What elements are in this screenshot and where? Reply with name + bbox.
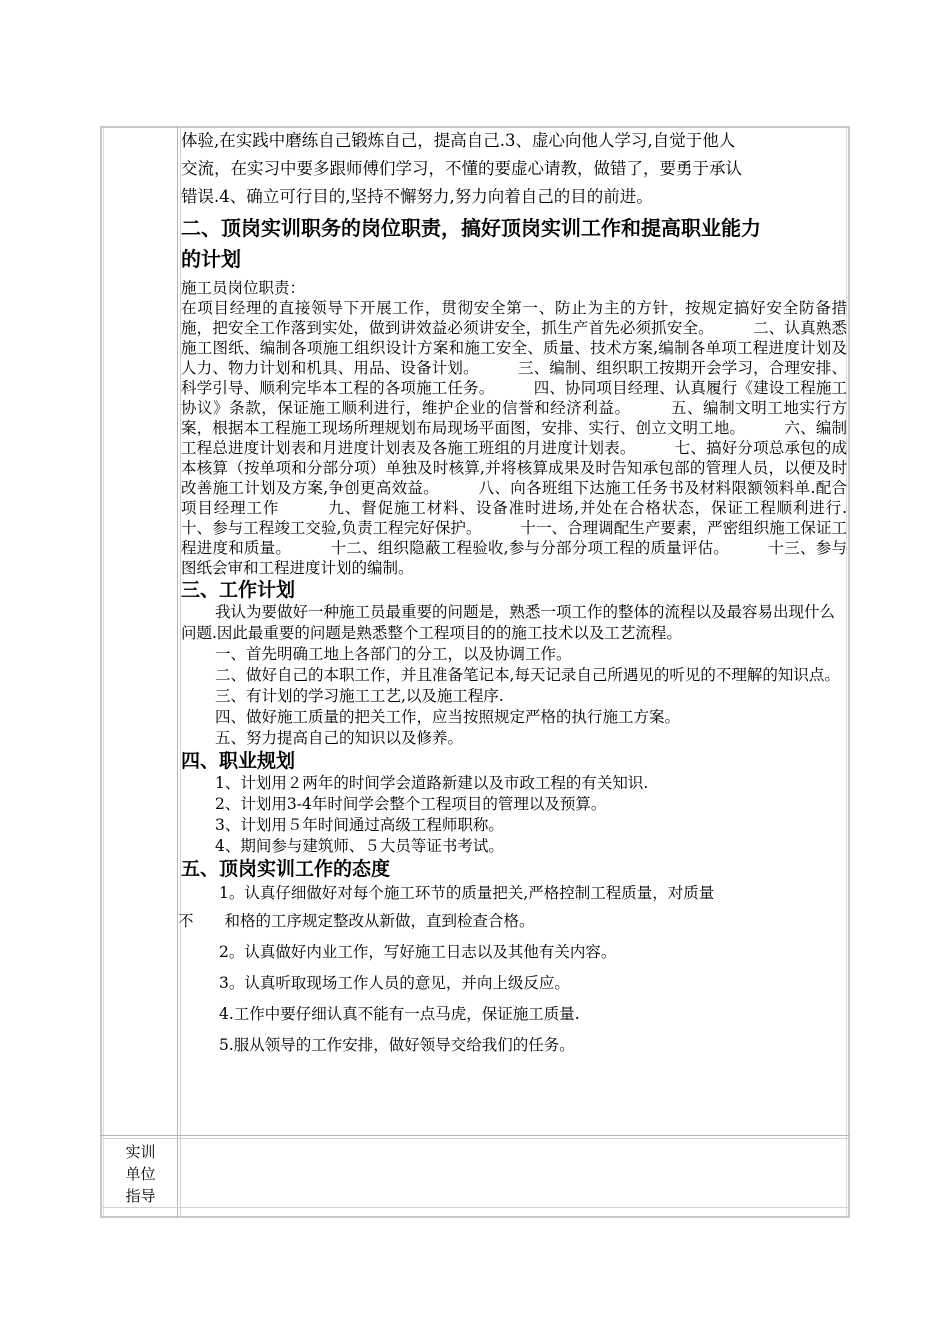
- row-divider: [100, 1138, 850, 1139]
- row-label-line: 单位: [125, 1165, 156, 1183]
- column-divider: [177, 126, 178, 1218]
- section2-body: 在项目经理的直接领导下开展工作，贯彻安全第一、防止为主的方针，按规定搞好安全防备措施，把安全工作落到实处，做到讲效益必须讲安全，抓生产首先必须抓安全。 二、认真熟悉施工图纸、编制各项施工组织设计方案和施工安全、质量、技术方案,编制各单项工程进度计划及人力、物力计划和机具、用品、设备计划。 三、编制、组织职工按期开会学习，合理安排、科学引导、顺利完毕本工程的各项施工任务。 四、协同项目经理、认真履行《建设工程施工协议》条款，保证施工顺利进行，维护企业的信誉和经济利益。 五、编制文明工地实行方案，根据本工程施工现场所理规划布局现场平面图，安排、实行、创立文明工地。 六、编制工程总进度计划表和月进度计划表及各施工班组的月进度计划表。 七、搞好分项总承包的成本核算（按单项和分部分项）单独及时核算,并将核算成果及时告知承包部的管理人员，以便及时改善施工计划及方案,争创更高效益。 八、向各班组下达施工任务书及材料限额领料单.配合项目经理工作 九、督促施工材料、设备准时进场,并处在合格状态，保证工程顺利进行. 十、参与工程竣工交验,负责工程完好保护。 十一、合理调配生产要素，严密组织施工保证工程进度和质量。 十二、组织隐蔽工程验收,参与分部分项工程的质量评估。 十三、参与图纸会审和工程进度计划的编制。: [181, 299, 894, 577]
- intro-line: 交流，在实习中要多跟师傅们学习，不懂的要虚心请教，做错了，要勇于承认: [181, 159, 742, 178]
- row-label-line: 指导: [125, 1187, 156, 1205]
- section3-heading: 三、工作计划: [181, 579, 296, 601]
- section4-heading: 四、职业规划: [181, 750, 296, 772]
- list-item: 2、计划用3-4年时间学会整个工程项目的管理以及预算。: [215, 795, 607, 813]
- section2-heading: 二、顶岗实训职务的岗位职责，搞好顶岗实训工作和提高职业能力: [181, 216, 761, 240]
- table-border: [103, 128, 104, 1216]
- list-item-continuation: 不 和格的工序规定整改从新做，直到检查合格。: [178, 912, 535, 930]
- list-item: 3。认真听取现场工作人员的意见，并向上级反应。: [219, 974, 570, 992]
- list-item: 4.工作中要仔细认真不能有一点马虎，保证施工质量.: [219, 1005, 580, 1023]
- list-item: 二、做好自己的本职工作，并且准备笔记本,每天记录自己所遇见的听见的不理解的知识点。: [215, 666, 840, 684]
- intro-line: 体验,在实践中磨练自己锻炼自己，提高自己.3、虚心向他人学习,自觉于他人: [181, 131, 736, 150]
- list-item: 四、做好施工质量的把关工作，应当按照规定严格的执行施工方案。: [215, 708, 681, 726]
- content-cell: [178, 127, 894, 1064]
- list-item: 一、首先明确工地上各部门的分工，以及协调工作。: [215, 645, 572, 663]
- section2-heading: 的计划: [181, 247, 241, 271]
- list-item: 三、有计划的学习施工工艺,以及施工程序.: [215, 687, 504, 705]
- list-item: 五、努力提高自己的知识以及修养。: [215, 729, 464, 747]
- row-label: [104, 1141, 177, 1207]
- row-divider: [100, 1207, 850, 1208]
- list-item: 5.服从领导的工作安排，做好领导交给我们的任务。: [219, 1036, 575, 1054]
- section5-heading: 五、顶岗实训工作的态度: [181, 858, 391, 880]
- list-item: 2。认真做好内业工作，写好施工日志以及其他有关内容。: [219, 943, 617, 961]
- section3-intro: 我认为要做好一种施工员最重要的问题是，熟悉一项工作的整体的流程以及最容易出现什么问题.因此最重要的问题是熟悉整个工程项目的的施工技术以及工艺流程。: [181, 603, 836, 642]
- row-divider: [100, 1135, 850, 1136]
- list-item: 1。认真仔细做好对每个施工环节的质量把关,严格控制工程质量，对质量: [219, 884, 715, 902]
- row-label-line: 实训: [125, 1143, 156, 1161]
- list-item: 1、计划用２两年的时间学会道路新建以及市政工程的有关知识.: [215, 774, 649, 792]
- list-item: 3、计划用５年时间通过高级工程师职称。: [215, 816, 504, 834]
- list-item: 4、期间参与建筑师、５大员等证书考试。: [215, 837, 504, 855]
- section2-subtitle: 施工员岗位职责：: [181, 279, 306, 297]
- intro-line: 错误.4、确立可行目的,坚持不懈努力,努力向着自己的目的前进。: [181, 187, 653, 206]
